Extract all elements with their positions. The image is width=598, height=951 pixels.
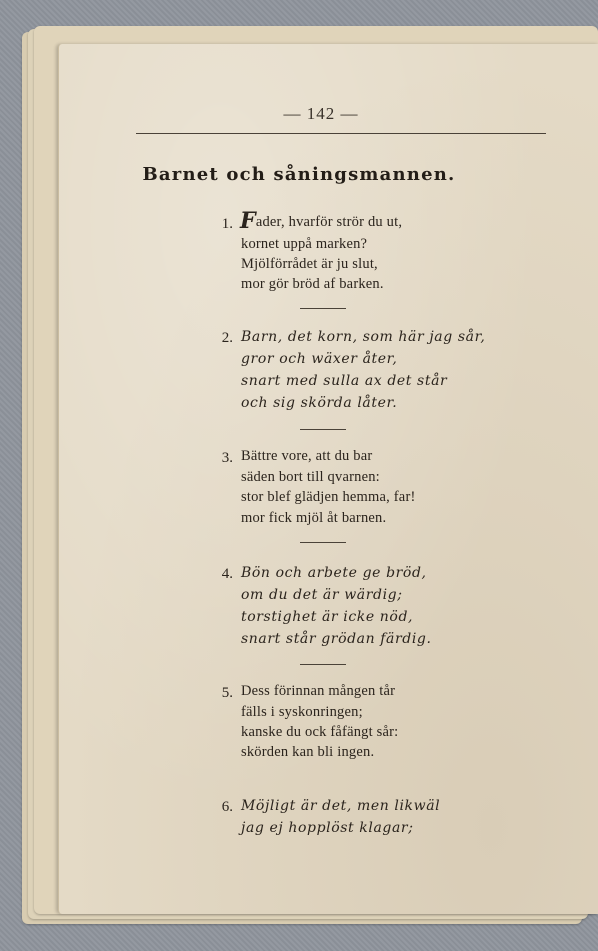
stanza-separator <box>300 542 346 543</box>
verse-line: kanske du ock fåfängt sår: <box>241 724 399 740</box>
stanza-number: 3. <box>221 450 233 466</box>
verse-line: jag ej hopplöst klagar; <box>241 820 414 836</box>
verse-line: säden bort till qvarnen: <box>241 469 380 485</box>
verse-line: och sig skörda låter. <box>241 395 398 411</box>
poem-title: Barnet och såningsmannen. <box>142 164 456 185</box>
verse-line: fälls i syskonringen; <box>241 704 363 720</box>
stanza-separator <box>300 308 346 309</box>
verse-line: snart står grödan färdig. <box>241 631 432 647</box>
verse-line: Mjölförrådet är ju slut, <box>241 256 378 272</box>
verse-line: Bön och arbete ge bröd, <box>241 565 427 581</box>
stanza-separator <box>300 429 346 430</box>
verse-line: mor gör bröd af barken. <box>241 276 384 292</box>
stanza-number: 6. <box>221 799 233 815</box>
stanza-number: 1. <box>221 216 233 232</box>
verse-line: Möjligt är det, men likwäl <box>241 798 441 814</box>
verse-line: stor blef glädjen hemma, far! <box>241 489 416 505</box>
drop-cap: F <box>240 208 256 234</box>
stanza-separator <box>300 664 346 665</box>
verse-line: skörden kan bli ingen. <box>241 744 375 760</box>
stanza-number: 5. <box>221 685 233 701</box>
header-rule <box>136 133 546 134</box>
verse-line: mor fick mjöl åt barnen. <box>241 510 387 526</box>
stanza-number: 4. <box>221 566 233 582</box>
verse-line: torstighet är icke nöd, <box>241 609 414 625</box>
verse-line: om du det är wärdig; <box>241 587 403 603</box>
verse-line-text: ader, hvarför strör du ut, <box>255 214 403 230</box>
stanza-number: 2. <box>221 330 233 346</box>
page-number: — 142 — <box>283 104 359 123</box>
verse-line: snart med sulla ax det står <box>241 373 448 389</box>
verse-line: Barn, det korn, som här jag sår, <box>241 329 486 345</box>
verse-line: Bättre vore, att du bar <box>241 448 373 464</box>
verse-line <box>240 208 403 234</box>
verse-line: kornet uppå marken? <box>241 236 368 252</box>
verse-line: Dess förinnan mången tår <box>241 683 396 699</box>
verse-line: gror och wäxer åter, <box>241 351 398 367</box>
